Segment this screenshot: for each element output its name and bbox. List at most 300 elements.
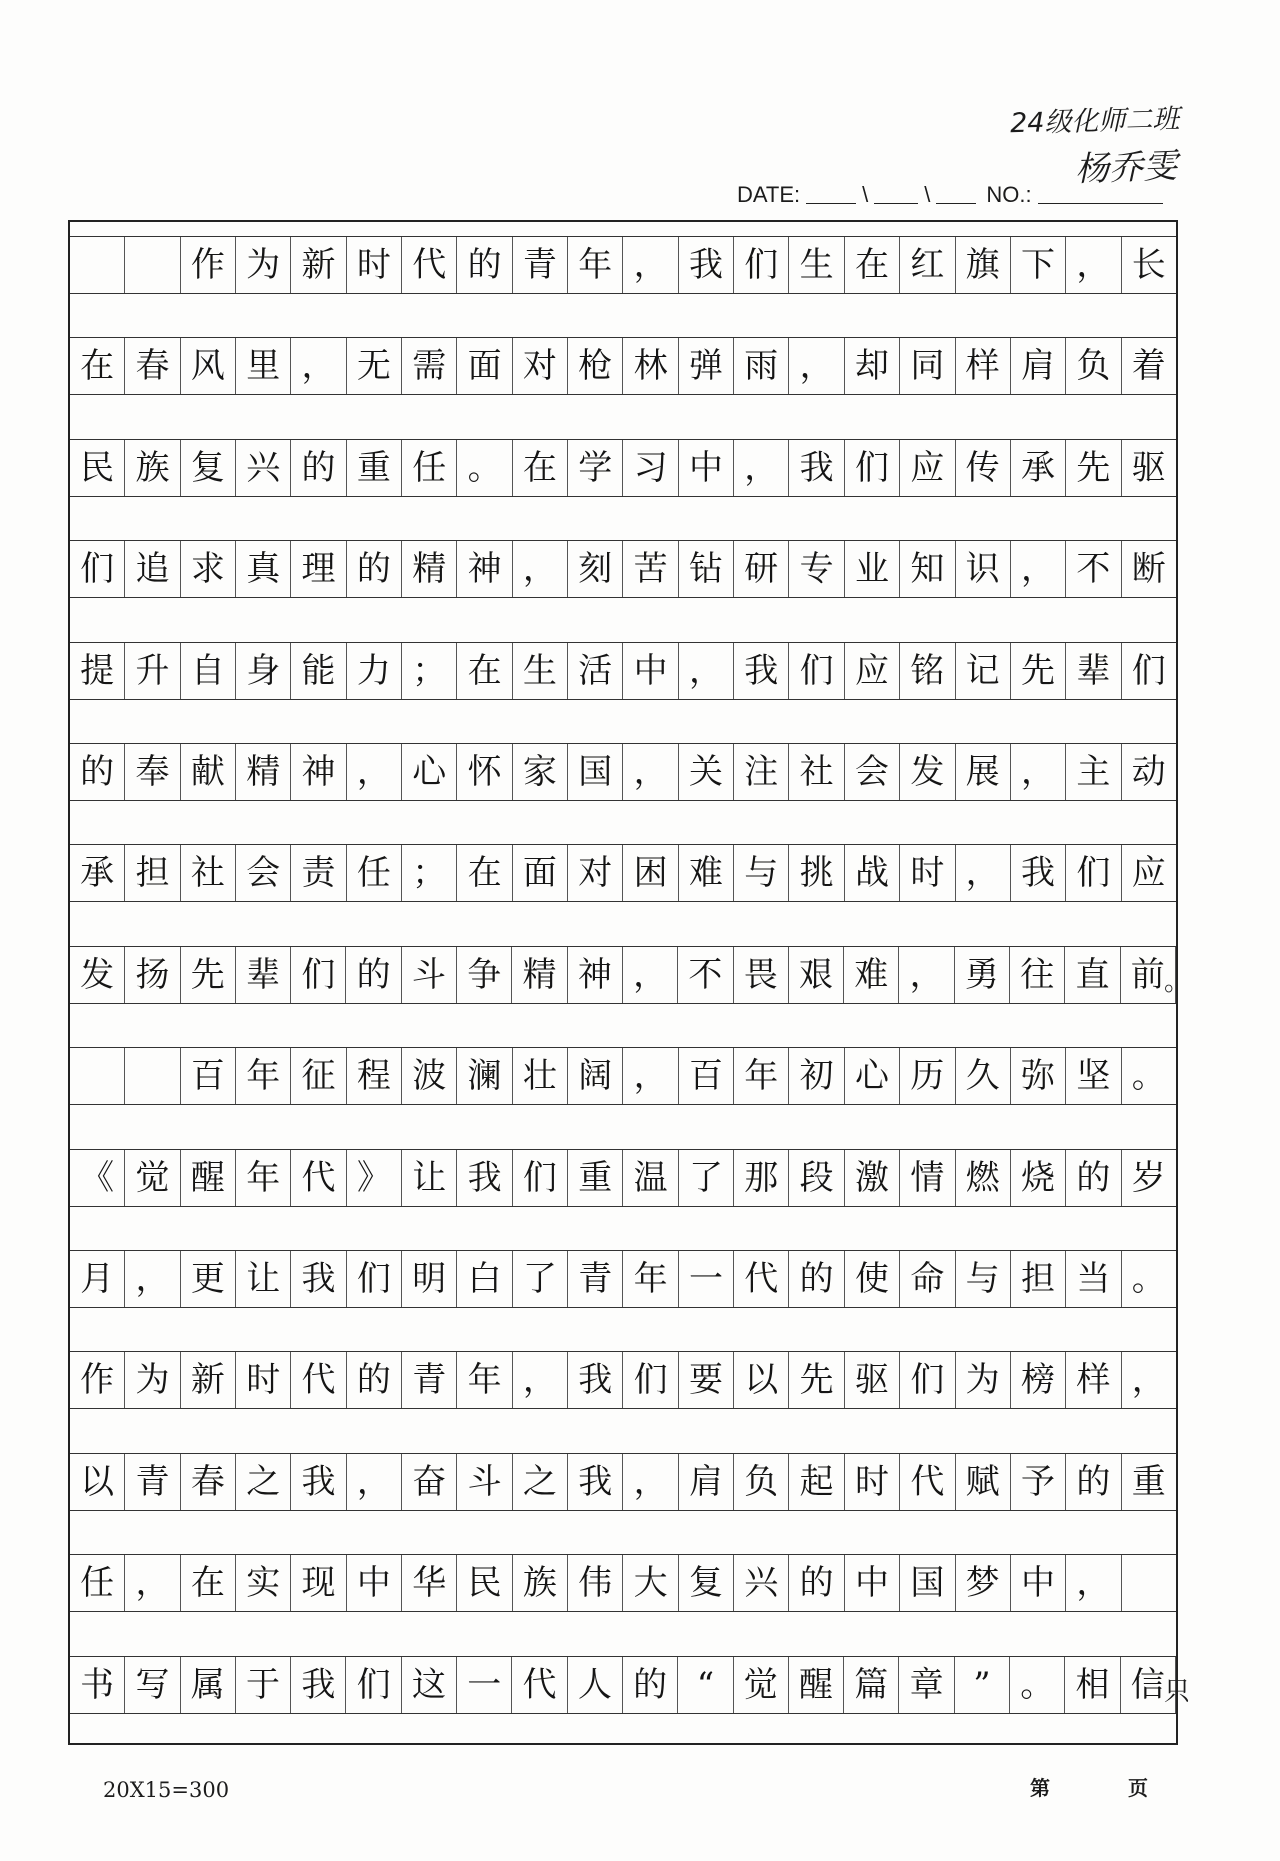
- grid-cell: 理: [291, 541, 346, 597]
- grid-cell: 我: [291, 1657, 346, 1713]
- grid-cell: 在: [181, 1555, 236, 1611]
- grid-cell: 明: [402, 1251, 457, 1307]
- grid-row: [70, 1554, 1176, 1612]
- grid-cell: 怀: [457, 744, 512, 800]
- grid-cell: ，: [623, 237, 678, 293]
- grid-cell: 让: [236, 1251, 291, 1307]
- grid-cell: 为: [125, 1352, 180, 1408]
- grid-cell: 肩: [1011, 338, 1066, 394]
- grid-cell: 身: [236, 643, 291, 699]
- grid-cell: 新: [291, 237, 346, 293]
- grid-cell: 下: [1011, 237, 1066, 293]
- grid-cell: 作: [181, 237, 236, 293]
- grid-cell: 在: [70, 338, 125, 394]
- grid-cell: 们: [734, 237, 789, 293]
- grid-cell: 应: [845, 643, 900, 699]
- grid-row: [70, 1351, 1176, 1409]
- grid-cell: 烧: [1011, 1150, 1066, 1206]
- grid-cell: 担: [1011, 1251, 1066, 1307]
- grid-cell: 里: [236, 338, 291, 394]
- grid-cell: 要: [679, 1352, 734, 1408]
- grid-cell: 的: [1066, 1150, 1121, 1206]
- page-label-prefix: 第: [1030, 1776, 1050, 1800]
- grid-cell: 我: [291, 1454, 346, 1510]
- grid-cell: 铭: [900, 643, 955, 699]
- grid-cell: 《: [70, 1150, 125, 1206]
- grid-cell: 年: [734, 1048, 789, 1104]
- grid-cell: “: [678, 1657, 733, 1713]
- grid-cell: 负: [1066, 338, 1121, 394]
- grid-cell: 们: [845, 440, 900, 496]
- grid-cell: 代: [512, 1657, 567, 1713]
- grid-cell: 壮: [513, 1048, 568, 1104]
- grid-cell: 写: [125, 1657, 180, 1713]
- grid-cell: 为: [236, 237, 291, 293]
- grid-cell: 阔: [568, 1048, 623, 1104]
- grid-cell: 们: [1066, 845, 1121, 901]
- grid-cell: 。: [1010, 1657, 1065, 1713]
- grid-cell: 追: [125, 541, 180, 597]
- grid-cell: 着: [1131, 346, 1166, 387]
- grid-cell: 们: [900, 1352, 955, 1408]
- grid-cell: 活: [568, 643, 623, 699]
- grid-cell: 先: [1011, 643, 1066, 699]
- grid-row: [70, 1047, 1176, 1105]
- grid-cell: 中: [623, 643, 678, 699]
- grid-cell: [125, 237, 180, 293]
- grid-cell: 白: [457, 1251, 512, 1307]
- date-blank-1: [806, 183, 856, 204]
- grid-cell: 社: [789, 744, 844, 800]
- grid-cell: 斗: [402, 947, 457, 1003]
- grid-cell: 生: [789, 237, 844, 293]
- grid-cell: 对: [513, 338, 568, 394]
- grid-cell: 往: [1010, 947, 1065, 1003]
- grid-cell: 承: [70, 845, 125, 901]
- grid-cell: 时: [845, 1454, 900, 1510]
- grid-cell: 族: [125, 440, 180, 496]
- date-no-line: [737, 182, 1169, 208]
- grid-cell: 在: [845, 237, 900, 293]
- grid-cell: 之: [513, 1454, 568, 1510]
- grid-cell: 历: [900, 1048, 955, 1104]
- grid-cell: 代: [900, 1454, 955, 1510]
- grid-cell: 传: [956, 440, 1011, 496]
- grid-cell: 知: [900, 541, 955, 597]
- grid-cell: 的: [346, 947, 401, 1003]
- grid-cell: 民: [70, 440, 125, 496]
- grid-cell: ，: [1066, 1555, 1121, 1611]
- grid-row: [70, 439, 1176, 497]
- grid-cell: 与: [734, 845, 789, 901]
- date-blank-3: [936, 183, 976, 204]
- grid-row: [70, 642, 1176, 700]
- grid-cell: 醒: [181, 1150, 236, 1206]
- grid-cell: 年: [236, 1150, 291, 1206]
- grid-cell: 面: [513, 845, 568, 901]
- grid-cell: 的: [291, 440, 346, 496]
- grid-cell: 需: [402, 338, 457, 394]
- grid-cell: ，: [347, 1454, 402, 1510]
- grid-cell: 程: [347, 1048, 402, 1104]
- grid-cell: 勇: [955, 947, 1010, 1003]
- grid-cell: 之: [236, 1454, 291, 1510]
- grid-cell: 肩: [679, 1454, 734, 1510]
- grid-cell: 我: [568, 1352, 623, 1408]
- grid-cell: 难: [679, 845, 734, 901]
- grid-cell: 斗: [457, 1454, 512, 1510]
- grid-cell: 。: [1131, 1056, 1166, 1097]
- grid-cell: 奉: [125, 744, 180, 800]
- grid-cell: 那: [734, 1150, 789, 1206]
- grid-cell: [70, 237, 125, 293]
- grid-cell: 先: [181, 947, 236, 1003]
- grid-cell: 自: [181, 643, 236, 699]
- grid-cell: 现: [291, 1555, 346, 1611]
- grid-cell: [125, 1048, 180, 1104]
- grid-cell: 时: [236, 1352, 291, 1408]
- grid-cell: 国: [900, 1555, 955, 1611]
- grid-cell: ，: [956, 845, 1011, 901]
- grid-cell: 岁: [1131, 1157, 1166, 1198]
- grid-cell: 枪: [568, 338, 623, 394]
- grid-cell: 关: [679, 744, 734, 800]
- grid-cell: 属: [181, 1657, 236, 1713]
- date-separator-1: \: [862, 182, 869, 207]
- grid-row: [70, 743, 1176, 801]
- grid-cell: 却: [845, 338, 900, 394]
- grid-cell: 刻: [568, 541, 623, 597]
- grid-cell: 百: [181, 1048, 236, 1104]
- grid-cell: 对: [568, 845, 623, 901]
- date-separator-2: \: [924, 182, 931, 207]
- grid-cell: ，: [1066, 237, 1121, 293]
- class-note: 24级化师二班: [1009, 103, 1180, 140]
- grid-cell: 先: [789, 1352, 844, 1408]
- grid-cell: 奋: [402, 1454, 457, 1510]
- grid-cell: 精: [512, 947, 567, 1003]
- grid-cell: 心: [402, 744, 457, 800]
- grid-cell: ，: [679, 643, 734, 699]
- grid-cell: 使: [845, 1251, 900, 1307]
- grid-cell: 坚: [1066, 1048, 1121, 1104]
- grid-cell: 断: [1131, 549, 1166, 590]
- grid-cell: 我: [1011, 845, 1066, 901]
- grid-cell: 神: [291, 744, 346, 800]
- grid-cell: 青: [513, 237, 568, 293]
- grid-cell: 记: [956, 643, 1011, 699]
- grid-cell: 榜: [1011, 1352, 1066, 1408]
- grid-cell: 中: [845, 1555, 900, 1611]
- grid-cell: 的: [70, 744, 125, 800]
- grid-cell: 醒: [789, 1657, 844, 1713]
- grid-cell: 实: [236, 1555, 291, 1611]
- grid-cell: 代: [291, 1150, 346, 1206]
- grid-cell: 们: [1131, 650, 1166, 691]
- grid-cell: ，: [899, 947, 954, 1003]
- grid-cell: ，: [623, 1048, 678, 1104]
- grid-cell: 主: [1066, 744, 1121, 800]
- grid-cell: 。: [457, 440, 512, 496]
- grid-cell: 年: [236, 1048, 291, 1104]
- grid-cell: 责: [291, 845, 346, 901]
- grid-cell: 升: [125, 643, 180, 699]
- grid-cell: 重: [347, 440, 402, 496]
- grid-cell: 情: [900, 1150, 955, 1206]
- grid-cell: 精: [236, 744, 291, 800]
- grid-cell: [1122, 1555, 1176, 1611]
- grid-cell: 辈: [236, 947, 291, 1003]
- grid-cell: 的: [347, 541, 402, 597]
- grid-cell: 中: [679, 440, 734, 496]
- grid-cell: 苦: [623, 541, 678, 597]
- grid-cell: 月: [70, 1251, 125, 1307]
- grid-cell: 的: [347, 1352, 402, 1408]
- grid-cell: 国: [568, 744, 623, 800]
- grid-cell: 们: [70, 541, 125, 597]
- grid-cell: 辈: [1066, 643, 1121, 699]
- grid-cell: 样: [956, 338, 1011, 394]
- grid-cell: ，: [623, 744, 678, 800]
- grid-cell: 征: [291, 1048, 346, 1104]
- grid-cell: 温: [623, 1150, 678, 1206]
- grid-cell: 年: [568, 237, 623, 293]
- grid-cell: 神: [568, 947, 623, 1003]
- grid-cell: 钻: [679, 541, 734, 597]
- grid-cell: 族: [513, 1555, 568, 1611]
- grid-row: [70, 946, 1190, 1004]
- grid-cell: 们: [291, 947, 346, 1003]
- grid-cell: 在: [457, 643, 512, 699]
- grid-cell: ，: [734, 440, 789, 496]
- grid-cell: 书: [70, 1657, 125, 1713]
- grid-cell: 了: [679, 1150, 734, 1206]
- author-name: 杨乔雯: [1074, 146, 1178, 190]
- grid-cell: 青: [568, 1251, 623, 1307]
- grid-cell: 我: [789, 440, 844, 496]
- grid-cell: 弥: [1011, 1048, 1066, 1104]
- grid-cell: 我: [734, 643, 789, 699]
- grid-cell: 段: [789, 1150, 844, 1206]
- grid-cell: 艰: [789, 947, 844, 1003]
- grid-cell: 与: [956, 1251, 1011, 1307]
- grid-cell: ，: [125, 1251, 180, 1307]
- grid-row: [70, 540, 1176, 598]
- grid-cell: 青: [125, 1454, 180, 1510]
- grid-cell: 以: [734, 1352, 789, 1408]
- grid-cell: 我: [291, 1251, 346, 1307]
- grid-cell: 红: [900, 237, 955, 293]
- grid-cell: 们: [347, 1251, 402, 1307]
- grid-cell: 予: [1011, 1454, 1066, 1510]
- grid-cell: 能: [291, 643, 346, 699]
- grid-cell: 家: [513, 744, 568, 800]
- grid-cell: ，: [623, 947, 678, 1003]
- grid-cell: 篇: [844, 1657, 899, 1713]
- grid-cell: 挑: [789, 845, 844, 901]
- no-label: NO.:: [986, 182, 1032, 207]
- grid-cell: 旗: [956, 237, 1011, 293]
- grid-cell: 重: [1131, 1461, 1166, 1502]
- grid-cell: 的: [457, 237, 512, 293]
- grid-cell: 新: [181, 1352, 236, 1408]
- grid-cell: 业: [845, 541, 900, 597]
- grid-cell: 民: [457, 1555, 512, 1611]
- grid-cell: 会: [845, 744, 900, 800]
- grid-cell: 驱: [1131, 447, 1166, 488]
- grid-cell: ，: [513, 1352, 568, 1408]
- date-label: DATE:: [737, 182, 801, 207]
- grid-cell: 中: [347, 1555, 402, 1611]
- grid-cell: 弹: [679, 338, 734, 394]
- date-blank-2: [874, 183, 918, 204]
- grid-cell: 承: [1011, 440, 1066, 496]
- grid-cell: 伟: [568, 1555, 623, 1611]
- grid-cell: 激: [845, 1150, 900, 1206]
- grid-row: [70, 236, 1176, 294]
- grid-cell: ，: [623, 1454, 678, 1510]
- page-number-label: [1030, 1772, 1148, 1801]
- grid-cell: 应: [1131, 853, 1166, 894]
- grid-cell: 扬: [125, 947, 180, 1003]
- grid-cell: 春: [181, 1454, 236, 1510]
- grid-cell: 面: [457, 338, 512, 394]
- grid-cell: 任: [70, 1555, 125, 1611]
- grid-cell: ”: [955, 1657, 1010, 1713]
- grid-cell: 燃: [956, 1150, 1011, 1206]
- grid-cell: 我: [679, 237, 734, 293]
- grid-cell: 我: [568, 1454, 623, 1510]
- grid-cell: ，: [1011, 541, 1066, 597]
- grid-cell: 不: [1066, 541, 1121, 597]
- grid-cell: 的: [789, 1251, 844, 1307]
- grid-cell: 直: [1065, 947, 1120, 1003]
- grid-row: [70, 1149, 1176, 1207]
- grid-cell: 复: [679, 1555, 734, 1611]
- grid-cell: ，: [1131, 1360, 1166, 1401]
- grid-cell: 任: [402, 440, 457, 496]
- grid-cell: 复: [181, 440, 236, 496]
- grid-cell: 困: [623, 845, 678, 901]
- writing-grid: [68, 220, 1190, 1745]
- grid-cell: 识: [956, 541, 1011, 597]
- grid-cell: ，: [513, 541, 568, 597]
- grid-cell: 百: [679, 1048, 734, 1104]
- grid-cell: 让: [402, 1150, 457, 1206]
- grid-cell: ；: [402, 643, 457, 699]
- grid-cell: 争: [457, 947, 512, 1003]
- grid-cell: 们: [789, 643, 844, 699]
- grid-cell: 动: [1131, 752, 1166, 792]
- grid-cell: 赋: [956, 1454, 1011, 1510]
- grid-cell: 代: [291, 1352, 346, 1408]
- grid-cell: 风: [181, 338, 236, 394]
- grid-cell: 在: [457, 845, 512, 901]
- grid-cell: 力: [347, 643, 402, 699]
- grid-cell: 们: [346, 1657, 401, 1713]
- grid-cell: 我: [457, 1150, 512, 1206]
- grid-cell: 林: [623, 338, 678, 394]
- grid-cell: 的: [789, 1555, 844, 1611]
- grid-cell: 命: [900, 1251, 955, 1307]
- grid-cell: 久: [956, 1048, 1011, 1104]
- grid-cell: 了: [513, 1251, 568, 1307]
- grid-cell: ，: [1011, 744, 1066, 800]
- grid-row: [70, 1656, 1190, 1714]
- grid-row: [70, 1453, 1176, 1511]
- grid-cell: 畏: [734, 947, 789, 1003]
- grid-cell: 澜: [457, 1048, 512, 1104]
- grid-cell: ，: [125, 1555, 180, 1611]
- grid-cell: 章: [899, 1657, 954, 1713]
- grid-cell: 任: [347, 845, 402, 901]
- grid-cell: 于: [236, 1657, 291, 1713]
- grid-cell: 同: [900, 338, 955, 394]
- grid-cell: 无: [347, 338, 402, 394]
- grid-cell: 年: [623, 1251, 678, 1307]
- grid-cell: 梦: [956, 1555, 1011, 1611]
- grid-cell: 先: [1066, 440, 1121, 496]
- grid-cell: 一: [457, 1657, 512, 1713]
- grid-cell: 人: [568, 1657, 623, 1713]
- grid-cell: 。: [1131, 1259, 1166, 1299]
- grid-cell: ，: [291, 338, 346, 394]
- grid-cell: 发: [70, 947, 125, 1003]
- grid-cell: ，: [789, 338, 844, 394]
- grid-cell: 在: [513, 440, 568, 496]
- grid-cell: 当: [1066, 1251, 1121, 1307]
- grid-cell: 的: [1066, 1454, 1121, 1510]
- grid-cell: 年: [457, 1352, 512, 1408]
- grid-cell: 波: [402, 1048, 457, 1104]
- grid-cell: 中: [1011, 1555, 1066, 1611]
- grid-cell: 前: [1121, 947, 1176, 1003]
- grid-cell: 习: [623, 440, 678, 496]
- grid-cell: 献: [181, 744, 236, 800]
- grid-cell: 的: [623, 1657, 678, 1713]
- grid-row: [70, 844, 1176, 902]
- grid-cell: 发: [900, 744, 955, 800]
- grid-cell: ，: [347, 744, 402, 800]
- grid-cell: 真: [236, 541, 291, 597]
- grid-cell: 们: [513, 1150, 568, 1206]
- grid-cell: 展: [956, 744, 1011, 800]
- grid-cell: 代: [734, 1251, 789, 1307]
- grid-cell: 更: [181, 1251, 236, 1307]
- grid-cell: 生: [513, 643, 568, 699]
- grid-cell: 为: [956, 1352, 1011, 1408]
- grid-spec: 20X15=300: [103, 1778, 230, 1802]
- grid-cell: 兴: [236, 440, 291, 496]
- grid-cell: 时: [347, 237, 402, 293]
- grid-cell: 不: [678, 947, 733, 1003]
- grid-cell: 一: [679, 1251, 734, 1307]
- grid-cell: 重: [568, 1150, 623, 1206]
- grid-cell: 》: [347, 1150, 402, 1206]
- grid-cell: 社: [181, 845, 236, 901]
- grid-cell: 以: [70, 1454, 125, 1510]
- grid-row: [70, 1250, 1176, 1308]
- grid-cell: 代: [402, 237, 457, 293]
- grid-cell: 长: [1131, 245, 1166, 285]
- grid-cell: 担: [125, 845, 180, 901]
- grid-cell: 觉: [734, 1657, 789, 1713]
- grid-cell: 求: [181, 541, 236, 597]
- no-blank: [1038, 183, 1163, 204]
- grid-cell: 这: [402, 1657, 457, 1713]
- grid-cell: 春: [125, 338, 180, 394]
- grid-cell: 起: [789, 1454, 844, 1510]
